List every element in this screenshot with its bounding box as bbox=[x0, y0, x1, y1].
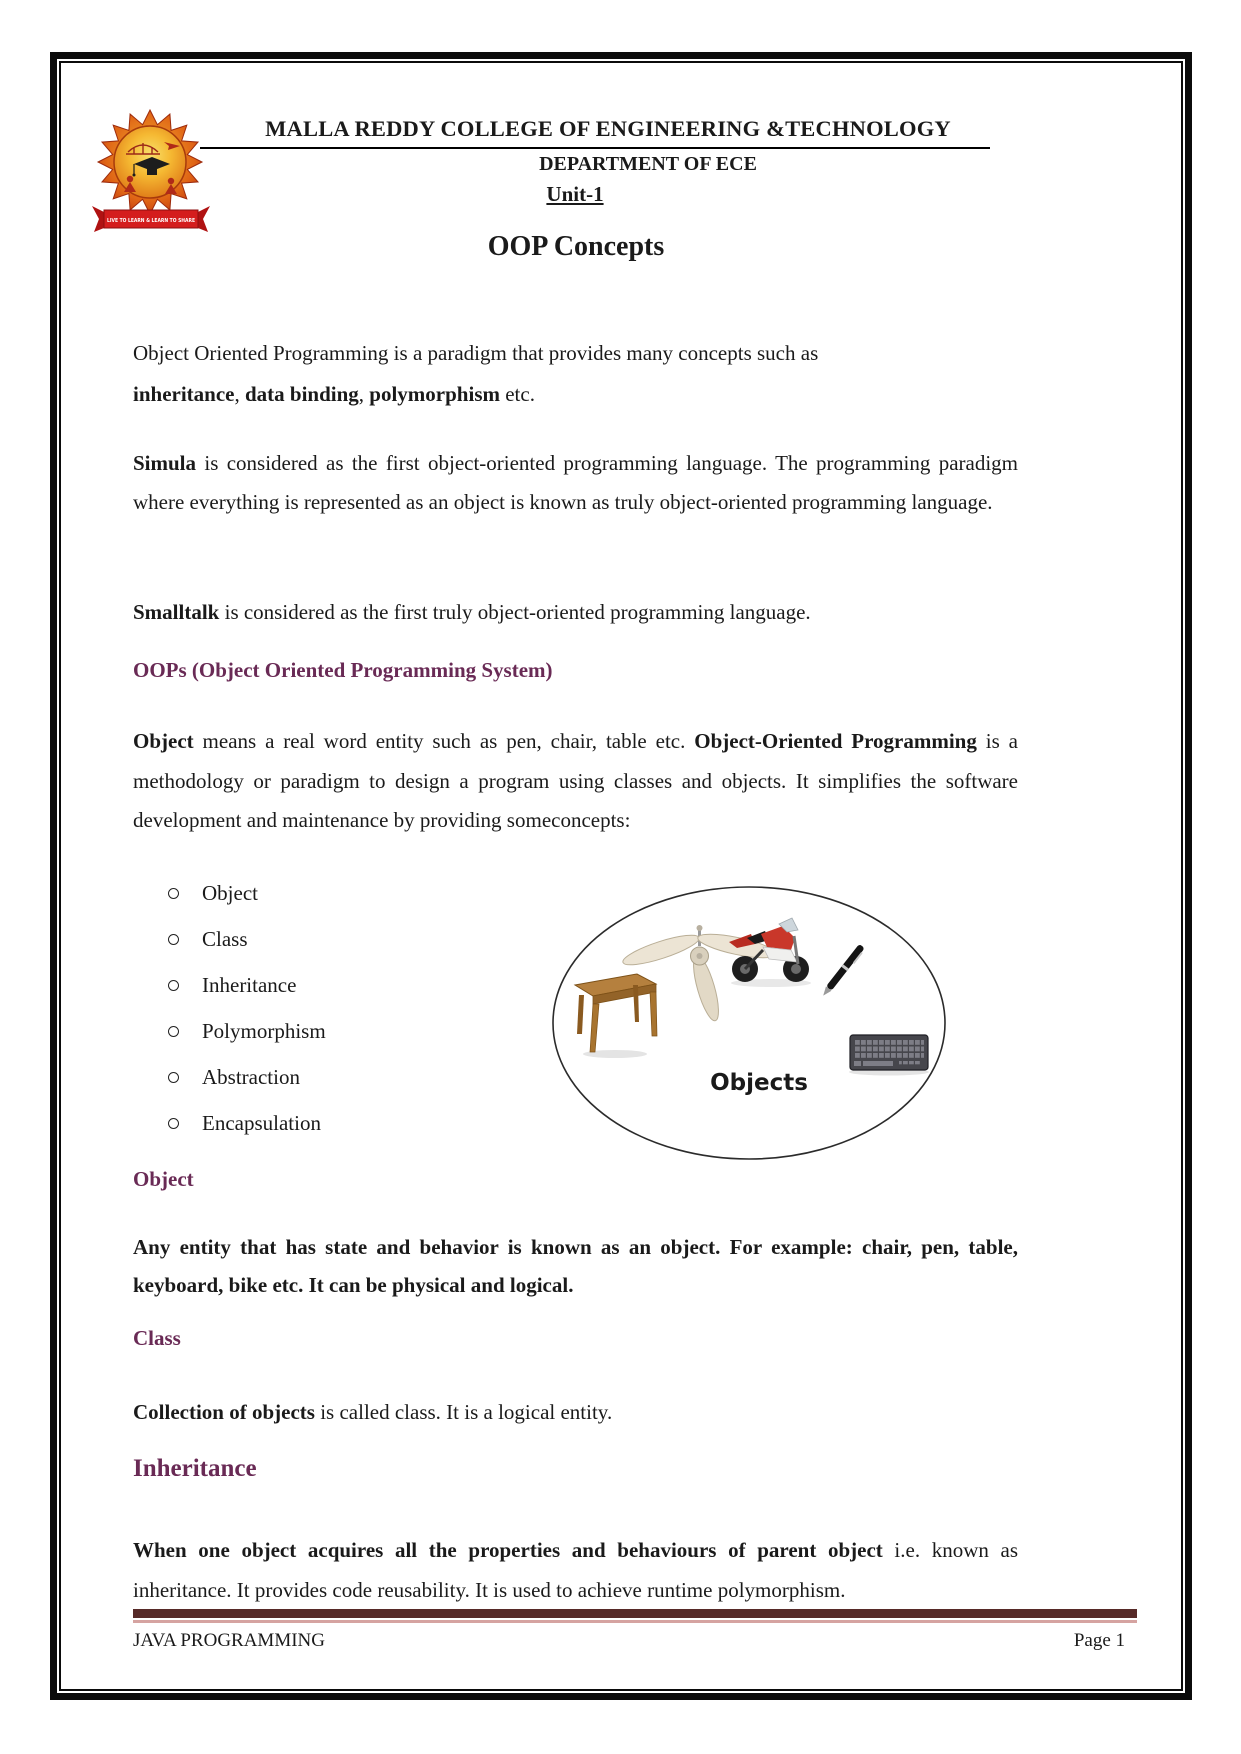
circle-bullet-icon bbox=[168, 888, 179, 899]
list-item bbox=[168, 962, 528, 1008]
bold-inheritance: inheritance bbox=[133, 382, 235, 406]
list-item bbox=[168, 870, 528, 916]
paragraph-simula: Simula is considered as the first object-oriented programming language. The programming paradigm where everything is represented as an object is known as truly object-oriented programming language. bbox=[133, 451, 1018, 514]
paragraph-intro-text: Object Oriented Programming is a paradigm that provides many concepts such as bbox=[133, 341, 819, 365]
heading-oops: OOPs (Object Oriented Programming System) bbox=[133, 658, 553, 682]
bold-data-binding: data binding bbox=[244, 382, 359, 406]
footer-rule-pink-band bbox=[133, 1620, 1137, 1623]
circle-bullet-icon bbox=[168, 1118, 179, 1129]
paragraph-class-def: Collection of objects is called class. It is a logical entity. bbox=[133, 1400, 613, 1424]
heading-class: Class bbox=[133, 1326, 181, 1350]
list-item bbox=[168, 1054, 528, 1100]
bold-collection-of-objects: Collection of objects bbox=[133, 1400, 315, 1424]
list-item-label: Polymorphism bbox=[202, 1018, 326, 1043]
logo-motto-text: LIVE TO LEARN & LEARN TO SHARE bbox=[107, 218, 196, 224]
bold-oop: Object-Oriented Programming bbox=[694, 729, 977, 753]
list-item bbox=[168, 1008, 528, 1054]
circle-bullet-icon bbox=[168, 1072, 179, 1083]
footer-course-label: JAVA PROGRAMMING bbox=[133, 1630, 325, 1651]
list-item-label: Inheritance bbox=[202, 972, 297, 997]
circle-bullet-icon bbox=[168, 1026, 179, 1037]
objects-ellipse bbox=[553, 887, 945, 1159]
footer-page-number: Page 1 bbox=[1073, 1630, 1125, 1651]
page-title: OOP Concepts bbox=[487, 231, 665, 262]
list-item-label: Class bbox=[202, 926, 248, 951]
paragraph-inheritance-def: When one object acquires all the properties and behaviours of parent object i.e. known as inheritance. It provides code reusability. It is used to achieve runtime polymorphism. bbox=[133, 1538, 1018, 1602]
pen-image bbox=[820, 944, 865, 999]
list-item-label: Abstraction bbox=[202, 1064, 300, 1089]
table-image bbox=[575, 974, 657, 1058]
list-item bbox=[168, 1100, 528, 1146]
paragraph-object-def: Any entity that has state and behavior is known as an object. For example: chair, pen, table, keyboard, bike etc. It can be physical and logical. bbox=[133, 1235, 1018, 1297]
unit-heading: Unit-1 bbox=[546, 182, 604, 206]
keyboard-image bbox=[849, 1035, 929, 1076]
list-item-label: Encapsulation bbox=[202, 1110, 321, 1135]
concepts-list bbox=[168, 870, 528, 1146]
bold-smalltalk: Smalltalk bbox=[133, 600, 220, 624]
list-item-label: Object bbox=[202, 880, 258, 905]
header-rule bbox=[200, 147, 990, 149]
circle-bullet-icon bbox=[168, 934, 179, 945]
paragraph-object-means: Object means a real word entity such as pen, chair, table etc. Object-Oriented Programming is a methodology or paradigm to design a program using classes and objects. It simplifies the software development and maintenance by providing someconcepts: bbox=[133, 729, 1018, 832]
footer-rule bbox=[133, 1609, 1137, 1623]
paragraph-intro: Object Oriented Programming is a paradigm that provides many concepts such as inheritance, data binding, polymorphism etc. bbox=[133, 341, 819, 406]
objects-label: Objects bbox=[710, 1070, 808, 1096]
heading-inheritance: Inheritance bbox=[133, 1455, 257, 1482]
footer-rule-dark-band bbox=[133, 1609, 1137, 1618]
objects-figure bbox=[549, 884, 949, 1162]
bold-polymorphism: polymorphism bbox=[369, 382, 500, 406]
bold-inheritance-def: When one object acquires all the properties and behaviours of parent object bbox=[133, 1538, 883, 1562]
footer bbox=[133, 1630, 1137, 1652]
department-name: DEPARTMENT OF ECE bbox=[539, 153, 757, 175]
bold-simula: Simula bbox=[133, 451, 197, 475]
circle-bullet-icon bbox=[168, 980, 179, 991]
paragraph-smalltalk: Smalltalk is considered as the first truly object-oriented programming language. bbox=[133, 600, 811, 624]
logo-ribbon bbox=[92, 206, 210, 232]
list-item bbox=[168, 916, 528, 962]
heading-object: Object bbox=[133, 1167, 194, 1191]
bold-object: Object bbox=[133, 729, 194, 753]
college-name: MALLA REDDY COLLEGE OF ENGINEERING &TECHNOLOGY bbox=[265, 116, 951, 141]
